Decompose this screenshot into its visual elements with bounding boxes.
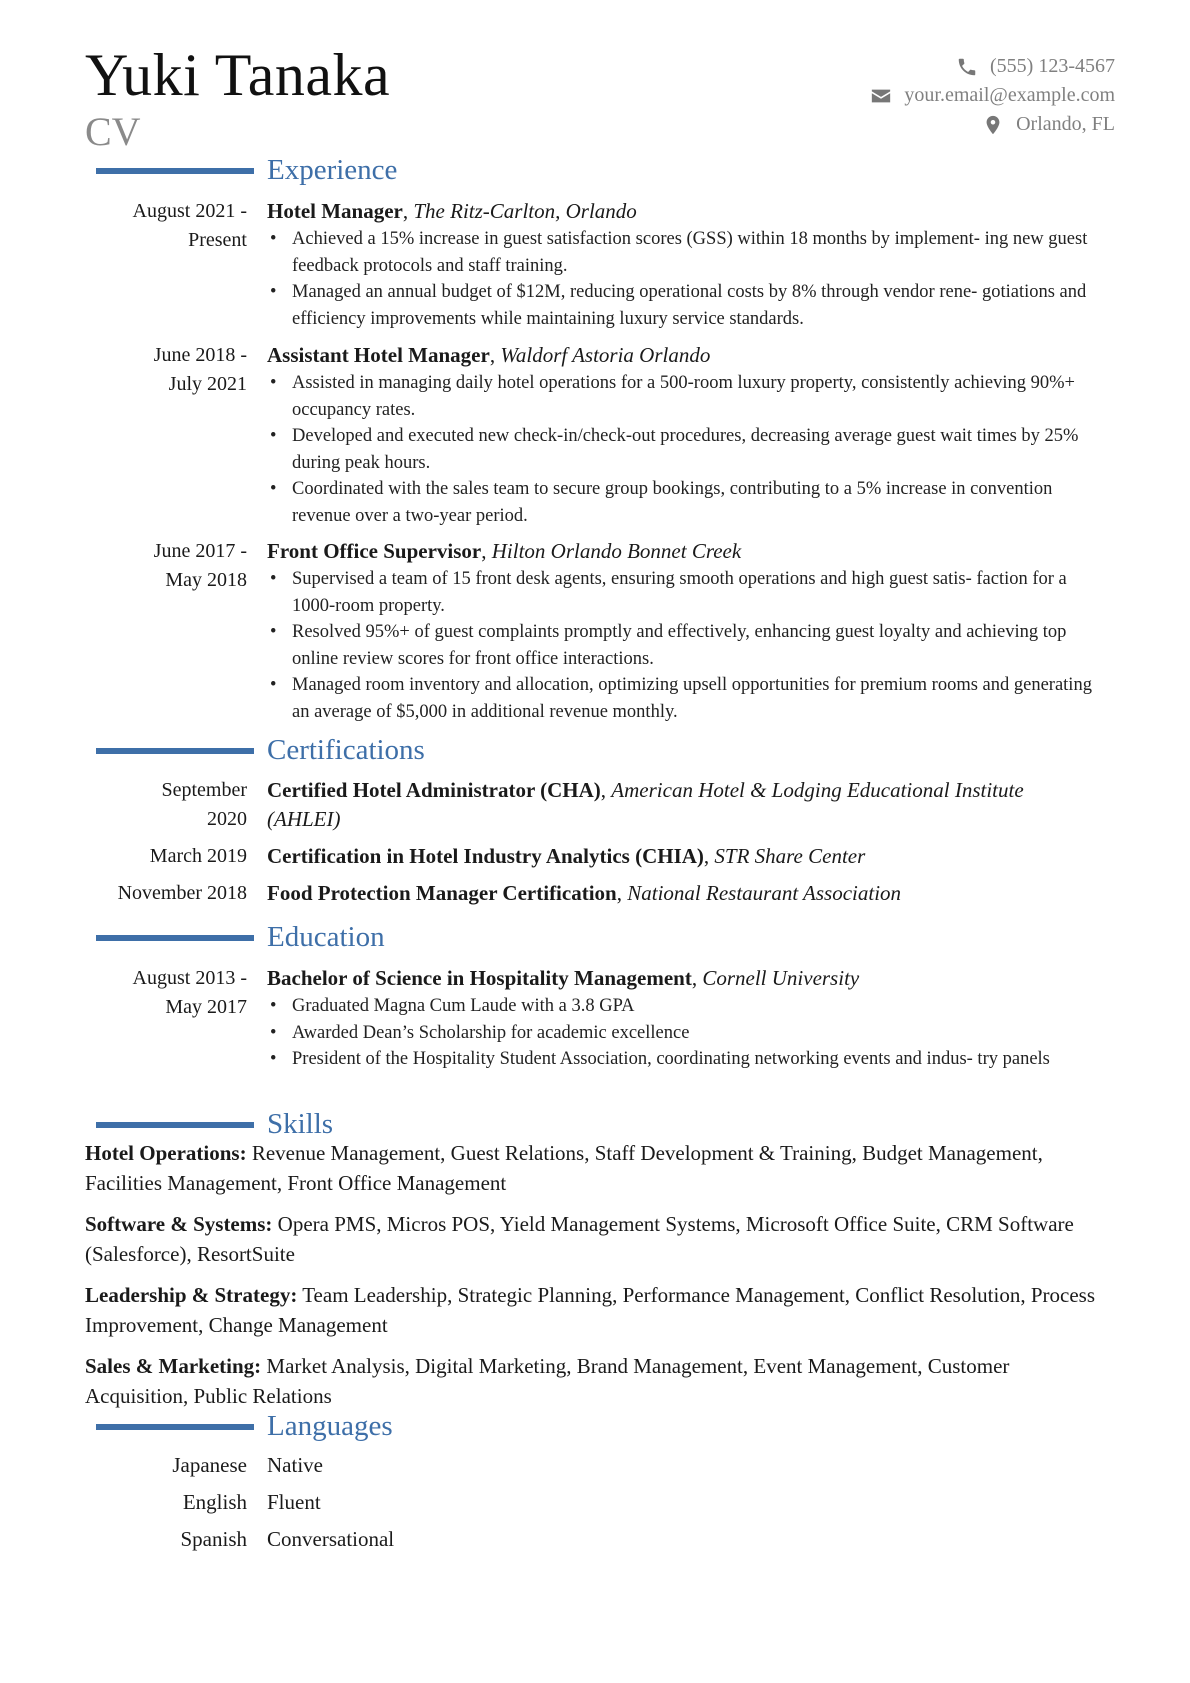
entry-bullets (267, 370, 1102, 529)
section-rule (96, 1424, 254, 1430)
entry-date: September 2020 (161, 779, 247, 830)
section-languages (0, 1406, 1190, 1446)
entry-date: August 2021 - Present (132, 200, 247, 251)
entry-date: August 2013 - May 2017 (132, 967, 247, 1018)
language-level: Conversational (267, 1527, 395, 1551)
section-title: Certifications (267, 734, 425, 766)
entry-body (267, 964, 1102, 1073)
location-text: Orlando, FL (1016, 113, 1115, 135)
section-rule (96, 1122, 254, 1128)
entry-title: Certified Hotel Administrator (CHA), American Hotel & Lodging Educational Institute (AHLEI) (267, 778, 1024, 831)
list-item: • Supervised a team of 15 front desk agents, ensuring smooth operations and high guest satis- faction for a 1000-room property. (267, 566, 1102, 619)
language-level: Fluent (267, 1490, 321, 1514)
section-title: Education (267, 921, 385, 953)
list-item: • Assisted in managing daily hotel operations for a 500-room luxury property, consistently achieving 90%+ occupancy rates. (267, 370, 1102, 423)
skill-group: Software & Systems: Opera PMS, Micros POS, Yield Management Systems, Microsoft Office Suite, CRM Software (Salesforce), ResortSuite (85, 1212, 1074, 1266)
entry-title: Certification in Hotel Industry Analytics (CHIA), STR Share Center (267, 844, 866, 868)
entry-body (267, 776, 1102, 834)
email-link[interactable]: your.email@example.com (904, 84, 1115, 106)
section-title: Experience (267, 154, 398, 186)
language-row (0, 1450, 1190, 1480)
entry-bullets (267, 993, 1102, 1073)
contact-email (695, 81, 1115, 110)
list-item: • Managed room inventory and allocation, optimizing upsell opportunities for premium rooms and generating an average of $5,000 in additional revenue monthly. (267, 672, 1102, 725)
section-skills (0, 1104, 1190, 1144)
language-name: English (182, 1490, 247, 1514)
candidate-name: Yuki Tanaka (85, 42, 391, 108)
list-item: • Graduated Magna Cum Laude with a 3.8 GPA (267, 993, 1102, 1020)
entry-body (267, 842, 1102, 871)
entry-title: Food Protection Manager Certification, National Restaurant Association (267, 881, 902, 905)
phone-icon (956, 56, 978, 78)
entry-body (267, 537, 1102, 725)
entry-body (267, 879, 1102, 908)
entry-title: Hotel Manager, The Ritz-Carlton, Orlando (267, 199, 637, 223)
entry-date: November 2018 (117, 882, 247, 904)
list-item: • Developed and executed new check-in/check-out procedures, decreasing average guest wait times by 25% during peak hours. (267, 423, 1102, 476)
entry-title: Bachelor of Science in Hospitality Management, Cornell University (267, 966, 860, 990)
contact-phone (695, 52, 1115, 81)
skill-group: Hotel Operations: Revenue Management, Guest Relations, Staff Development & Training, Budget Management, Facilities Management, Front Office Management (85, 1141, 1043, 1195)
list-item: • Managed an annual budget of $12M, reducing operational costs by 8% through vendor rene- gotiations and efficiency improvements while maintaining luxury service standards. (267, 279, 1102, 332)
list-item: • Achieved a 15% increase in guest satisfaction scores (GSS) within 18 months by implement- ing new guest feedback protocols and staff training. (267, 226, 1102, 279)
language-name: Japanese (172, 1453, 247, 1477)
entry-body (267, 197, 1102, 332)
entry-bullets (267, 566, 1102, 725)
document-subtitle: CV (85, 109, 141, 154)
entry-date: June 2018 - July 2021 (153, 344, 247, 395)
section-education (0, 917, 1190, 957)
section-rule (96, 935, 254, 941)
language-row (0, 1487, 1190, 1517)
language-level: Native (267, 1453, 323, 1477)
phone-text[interactable]: (555) 123-4567 (990, 55, 1115, 77)
contact-location (695, 110, 1115, 139)
map-pin-icon (982, 114, 1004, 136)
contact-block (695, 52, 1115, 139)
envelope-icon (870, 85, 892, 107)
skills-list (85, 1139, 1105, 1423)
list-item: • President of the Hospitality Student Association, coordinating networking events and indus- try panels (267, 1046, 1102, 1073)
language-name: Spanish (180, 1527, 247, 1551)
entry-date: June 2017 - May 2018 (153, 540, 247, 591)
section-rule (96, 168, 254, 174)
entry-title: Assistant Hotel Manager, Waldorf Astoria Orlando (267, 343, 711, 367)
entry-bullets (267, 226, 1102, 332)
section-title: Skills (267, 1108, 334, 1140)
entry-body (267, 341, 1102, 529)
skill-group: Leadership & Strategy: Team Leadership, Strategic Planning, Performance Management, Conflict Resolution, Process Improvement, Change Management (85, 1283, 1096, 1337)
section-certifications (0, 730, 1190, 770)
list-item: • Awarded Dean’s Scholarship for academic excellence (267, 1020, 1102, 1047)
section-experience (0, 150, 1190, 190)
skill-group: Sales & Marketing: Market Analysis, Digital Marketing, Brand Management, Event Management, Customer Acquisition, Public Relations (85, 1354, 1010, 1408)
section-rule (96, 748, 254, 754)
list-item: • Resolved 95%+ of guest complaints promptly and effectively, enhancing guest loyalty and achieving top online review scores for front office interactions. (267, 619, 1102, 672)
entry-title: Front Office Supervisor, Hilton Orlando Bonnet Creek (267, 539, 742, 563)
language-row (0, 1524, 1190, 1554)
list-item: • Coordinated with the sales team to secure group bookings, contributing to a 5% increase in convention revenue over a two-year period. (267, 476, 1102, 529)
section-title: Languages (267, 1410, 393, 1442)
entry-date: March 2019 (149, 845, 247, 867)
